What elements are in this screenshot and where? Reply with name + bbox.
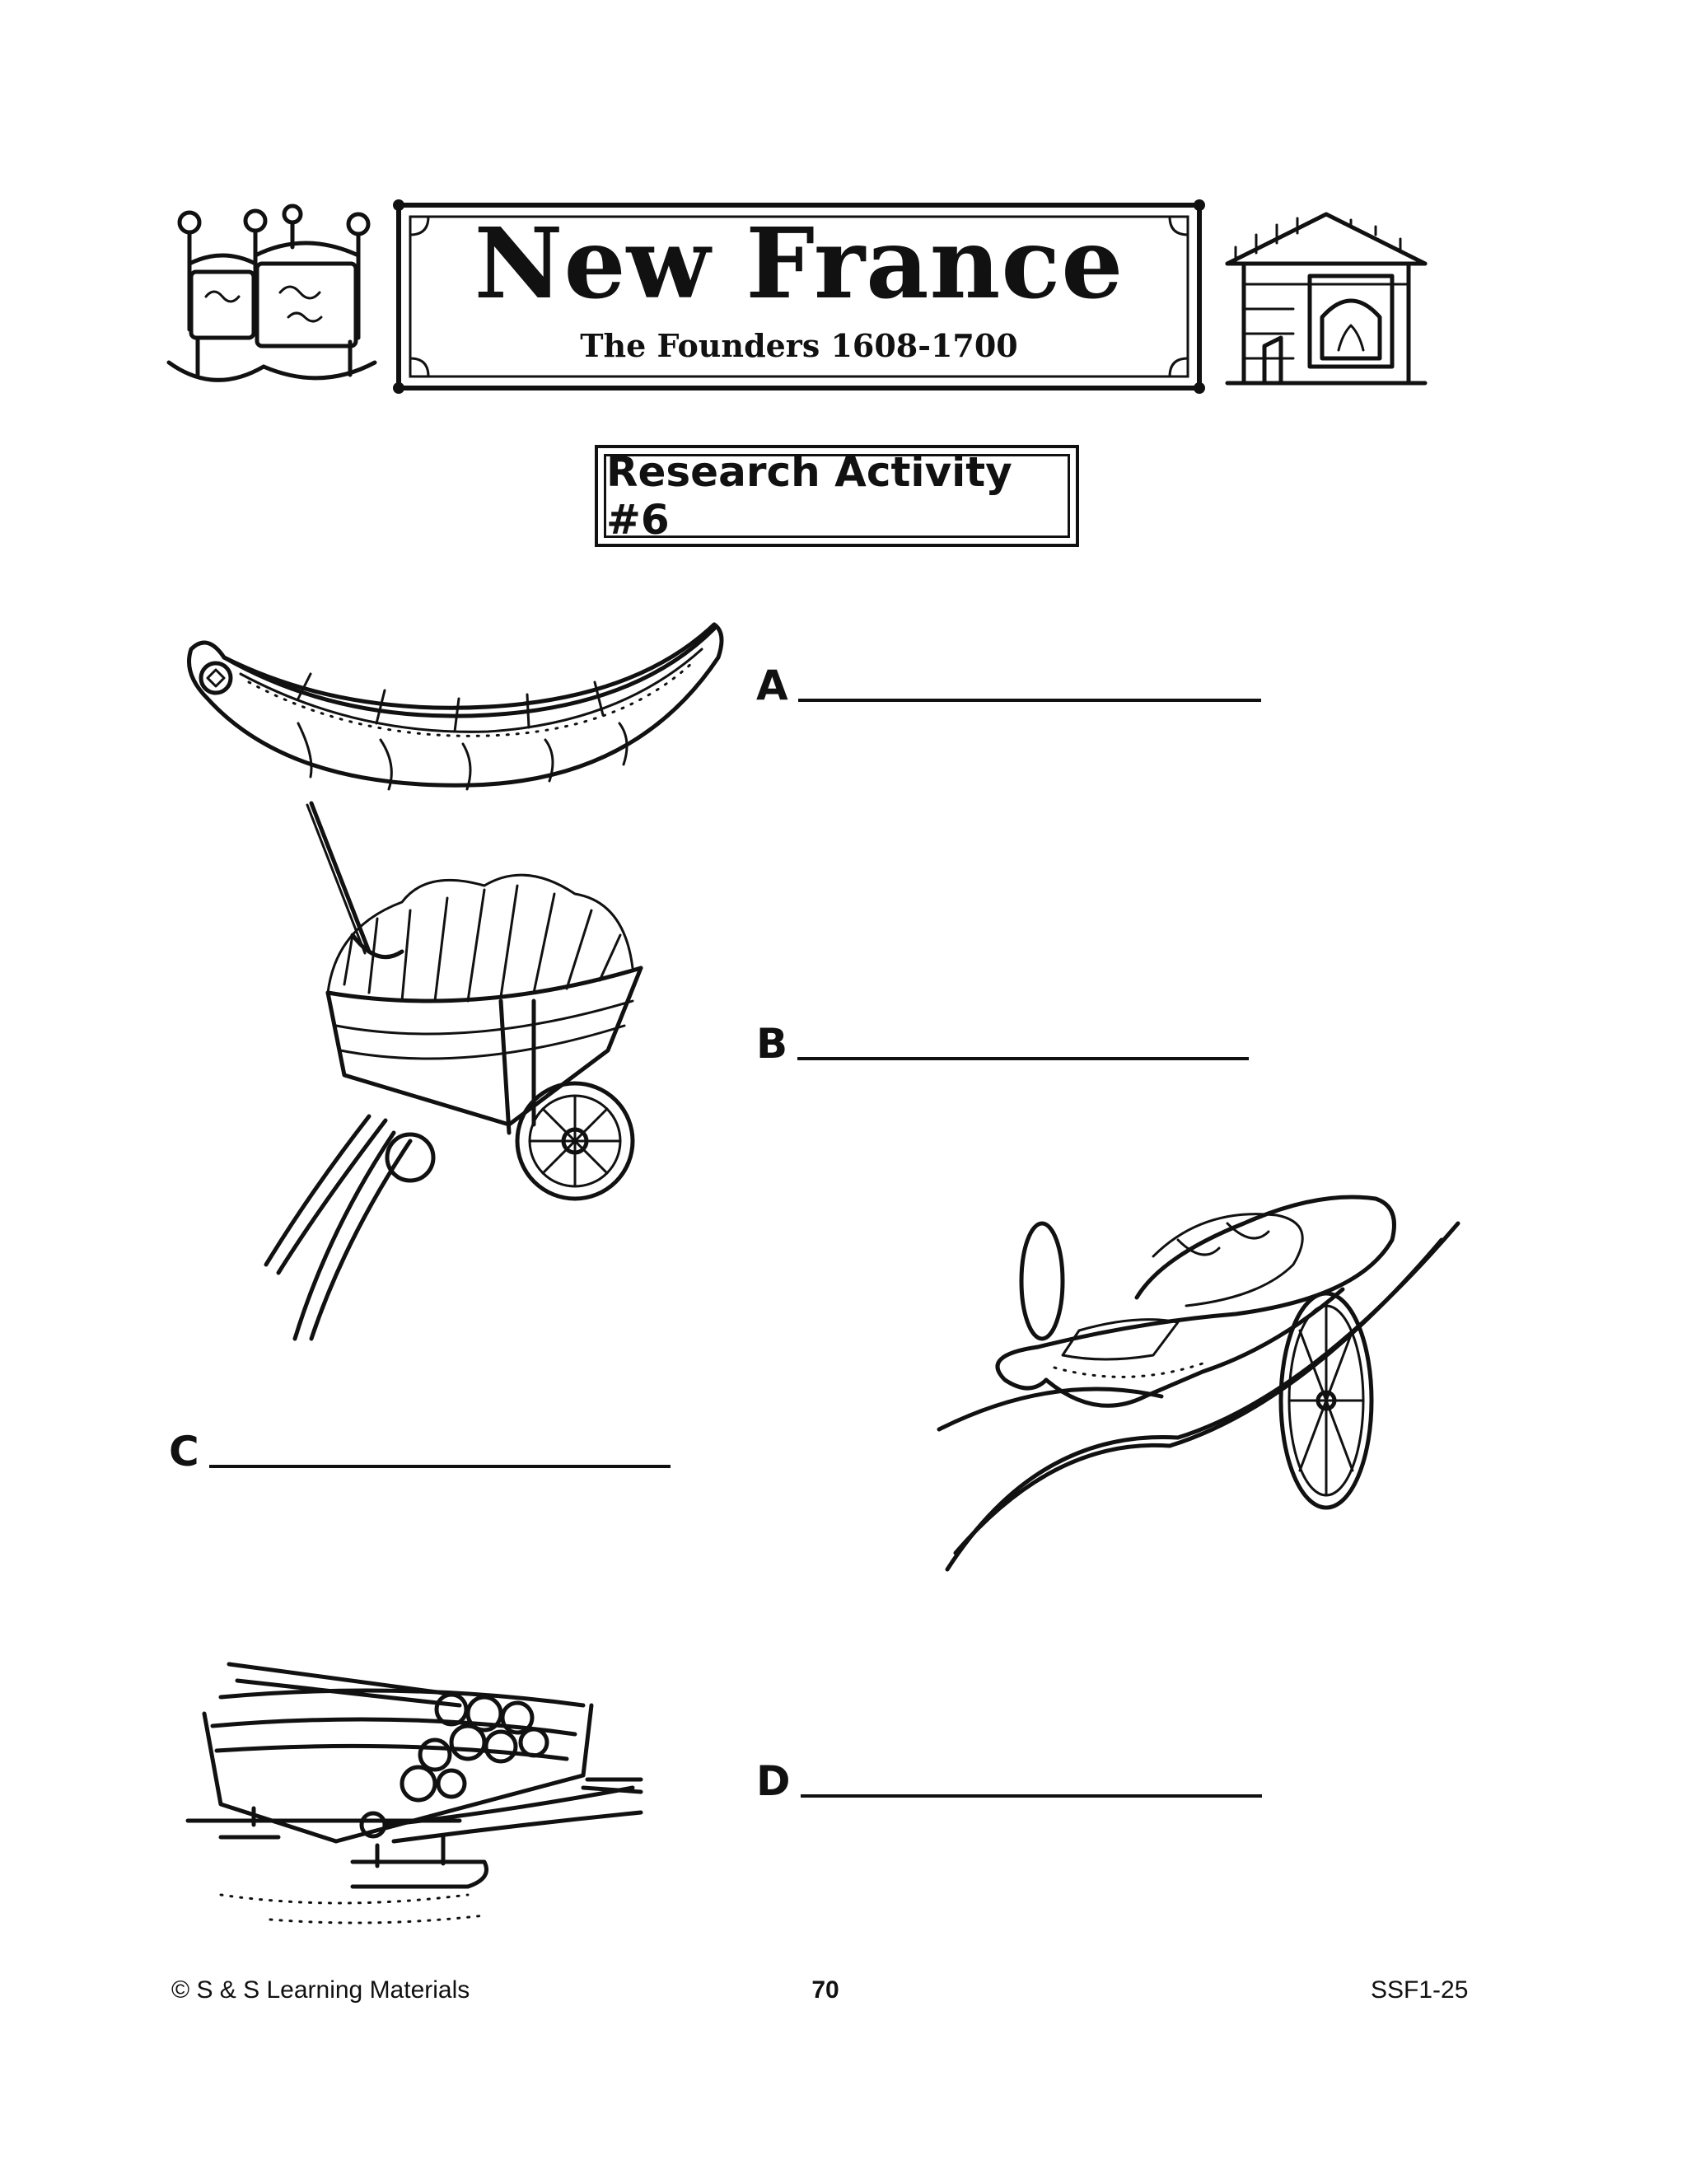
answer-letter-a: A: [756, 662, 788, 709]
page-title: New France: [474, 206, 1124, 320]
answer-blank-b[interactable]: [797, 1057, 1249, 1060]
log-sled-illustration: [171, 1648, 649, 1928]
sleigh-carriage-illustration: [931, 1190, 1458, 1569]
answer-line-a[interactable]: [756, 659, 1261, 709]
canoe-illustration: [175, 600, 735, 797]
footer-page-number: 70: [811, 1976, 839, 2004]
answer-blank-a[interactable]: [798, 699, 1261, 702]
answer-letter-b: B: [756, 1020, 788, 1068]
bake-oven-illustration: [1219, 202, 1433, 391]
answer-line-d[interactable]: [756, 1755, 1262, 1804]
answer-blank-d[interactable]: [801, 1794, 1262, 1798]
research-activity-heading: Research Activity #6: [604, 454, 1070, 538]
answer-letter-c: C: [169, 1428, 199, 1475]
research-activity-box: [595, 445, 1079, 547]
answer-blank-c[interactable]: [209, 1465, 671, 1468]
footer-copyright: © S & S Learning Materials: [171, 1976, 470, 2004]
answer-letter-d: D: [756, 1757, 791, 1805]
answer-line-c[interactable]: [169, 1425, 671, 1475]
cradle-illustration: [165, 198, 379, 395]
hay-cart-illustration: [262, 803, 690, 1347]
page-subtitle: The Founders 1608-1700: [580, 327, 1018, 364]
footer-product-code: SSF1-25: [1371, 1976, 1469, 2004]
answer-line-b[interactable]: [756, 1017, 1249, 1067]
